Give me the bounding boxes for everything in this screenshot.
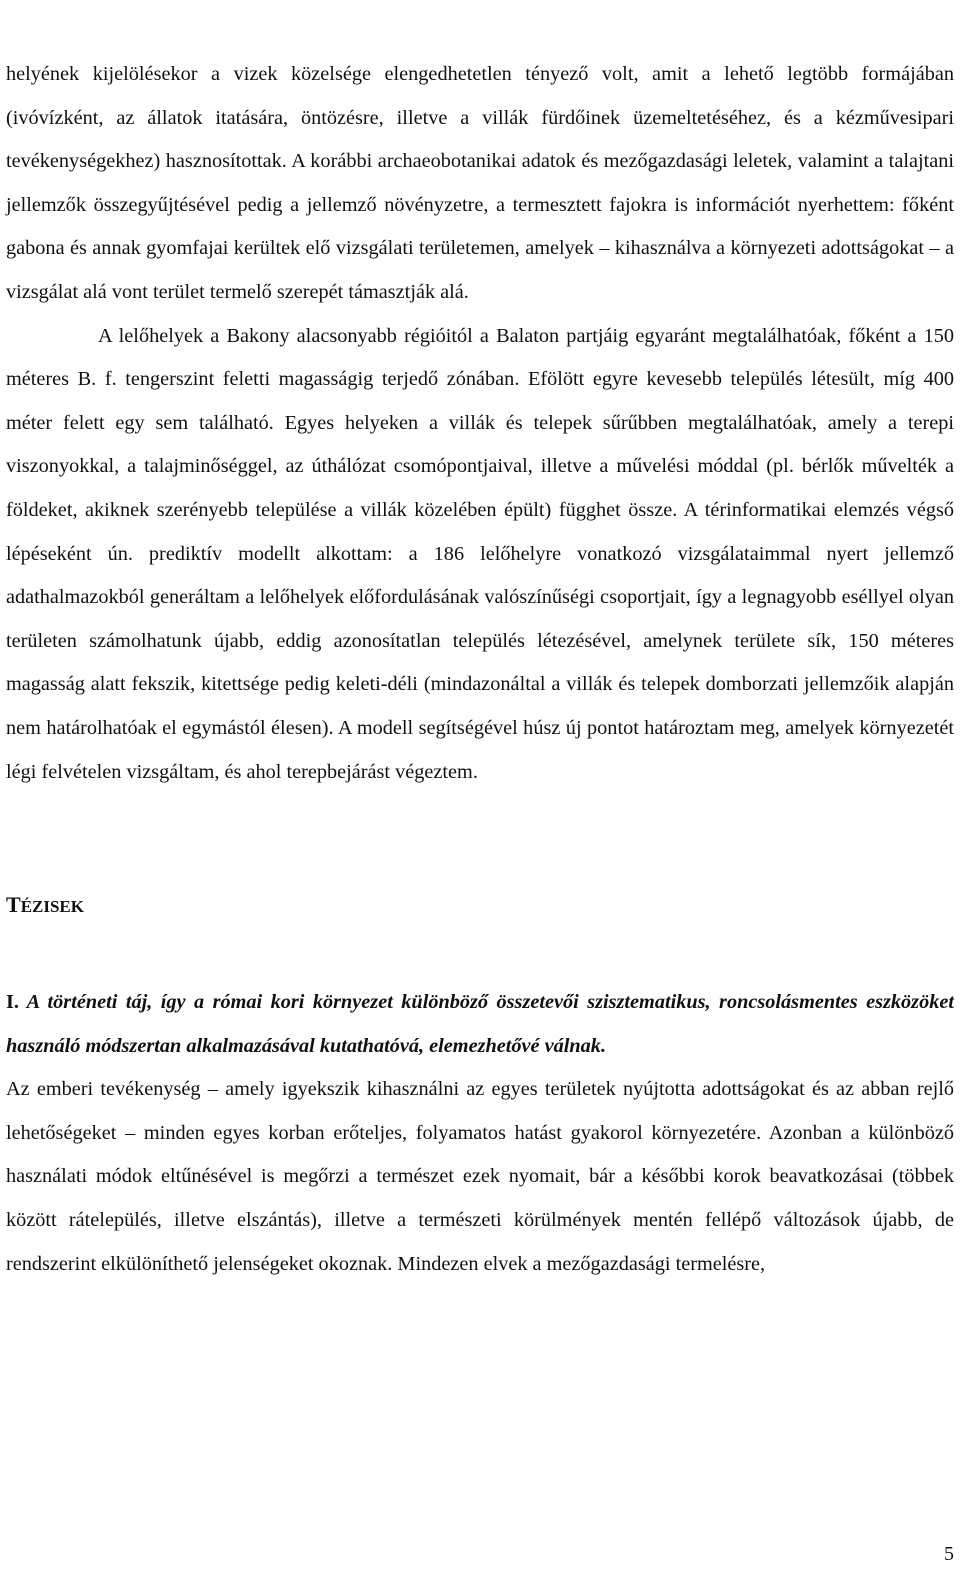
page-number: 5 [944, 1543, 954, 1565]
body-paragraph-2: A lelőhelyek a Bakony alacsonyabb régióitól a Balaton partjáig egyaránt megtalálhatóak, főként a 150 méteres B. f. tengerszint feletti magasságig terjedő zónában. Efölött egyre kevesebb település létesült, míg 400 méter felett egy sem található. Egyes helyeken a villák és telepek sűrűbben megtalálhatóak, amely a terepi viszonyokkal, a talajminőséggel, az úthálózat csomópontjaival, illetve a művelési móddal (pl. bérlők művelték a földeket, akiknek szerényebb települése a villák közelében épült) függhet össze. A térinformatikai elemzés végső lépéseként ún. prediktív modellt alkottam: a 186 lelőhelyre vonatkozó vizsgálataimmal nyert jellemző adathalmazokból generáltam a lelőhelyek előfordulásának valószínűségi csoportjait, így a legnagyobb eséllyel olyan területen számolhatunk újabb, eddig azonosítatlan település létezésével, amelynek területe sík, 150 méteres magasság alatt fekszik, kitettsége pedig keleti-déli (mindazonáltal a villák és telepek domborzati jellemzőik alapján nem határolhatóak el egymástól élesen). A modell segítségével húsz új pontot határoztam meg, amelyek környezetét légi felvételen vizsgáltam, és ahol terepbejárást végeztem. [6, 324, 954, 783]
thesis-number: I. [6, 991, 19, 1014]
thesis-text: A történeti táj, így a római kori környezet különböző összetevői szisztematikus, roncsolásmentes eszközöket használó módszertan alkalmazásával kutathatóvá, elemezhetővé válnak. [6, 991, 954, 1057]
thesis-statement [6, 981, 954, 1068]
heading-rest: ÉZISEK [20, 897, 84, 917]
heading-initial: T [6, 892, 21, 918]
section-heading [6, 890, 954, 922]
body-paragraph-3: Az emberi tevékenység – amely igyekszik kihasználni az egyes területek nyújtotta adottságokat és az abban rejlő lehetőségeket – minden egyes korban erőteljes, folyamatos hatást gyakorol környezetére. Azonban a különböző használati módok eltűnésével is megőrzi a természet ezek nyomait, bár a későbbi korok beavatkozásai (többek között rátelepülés, illetve elszántás), illetve a természeti körülmények mentén fellépő változások újabb, de rendszerint elkülöníthető jelenségeket okoznak. Mindezen elvek a mezőgazdasági termelésre, [6, 1078, 954, 1275]
body-paragraph-1: helyének kijelölésekor a vizek közelsége elengedhetetlen tényező volt, amit a lehető legtöbb formájában (ivóvízként, az állatok itatására, öntözésre, illetve a villák fürdőinek üzemeltetéséhez, és a kézművesipari tevékenységekhez) hasznosítottak. A korábbi archaeobotanikai adatok és mezőgazdasági leletek, valamint a talajtani jellemzők összegyűjtésével pedig a jellemző növényzetre, a termesztett fajokra is információt nyerhettem: főként gabona és annak gyomfajai kerültek elő vizsgálati területemen, amelyek – kihasználva a környezeti adottságokat – a vizsgálat alá vont terület termelő szerepét támasztják alá. [6, 63, 954, 303]
document-page [6, 0, 954, 1569]
